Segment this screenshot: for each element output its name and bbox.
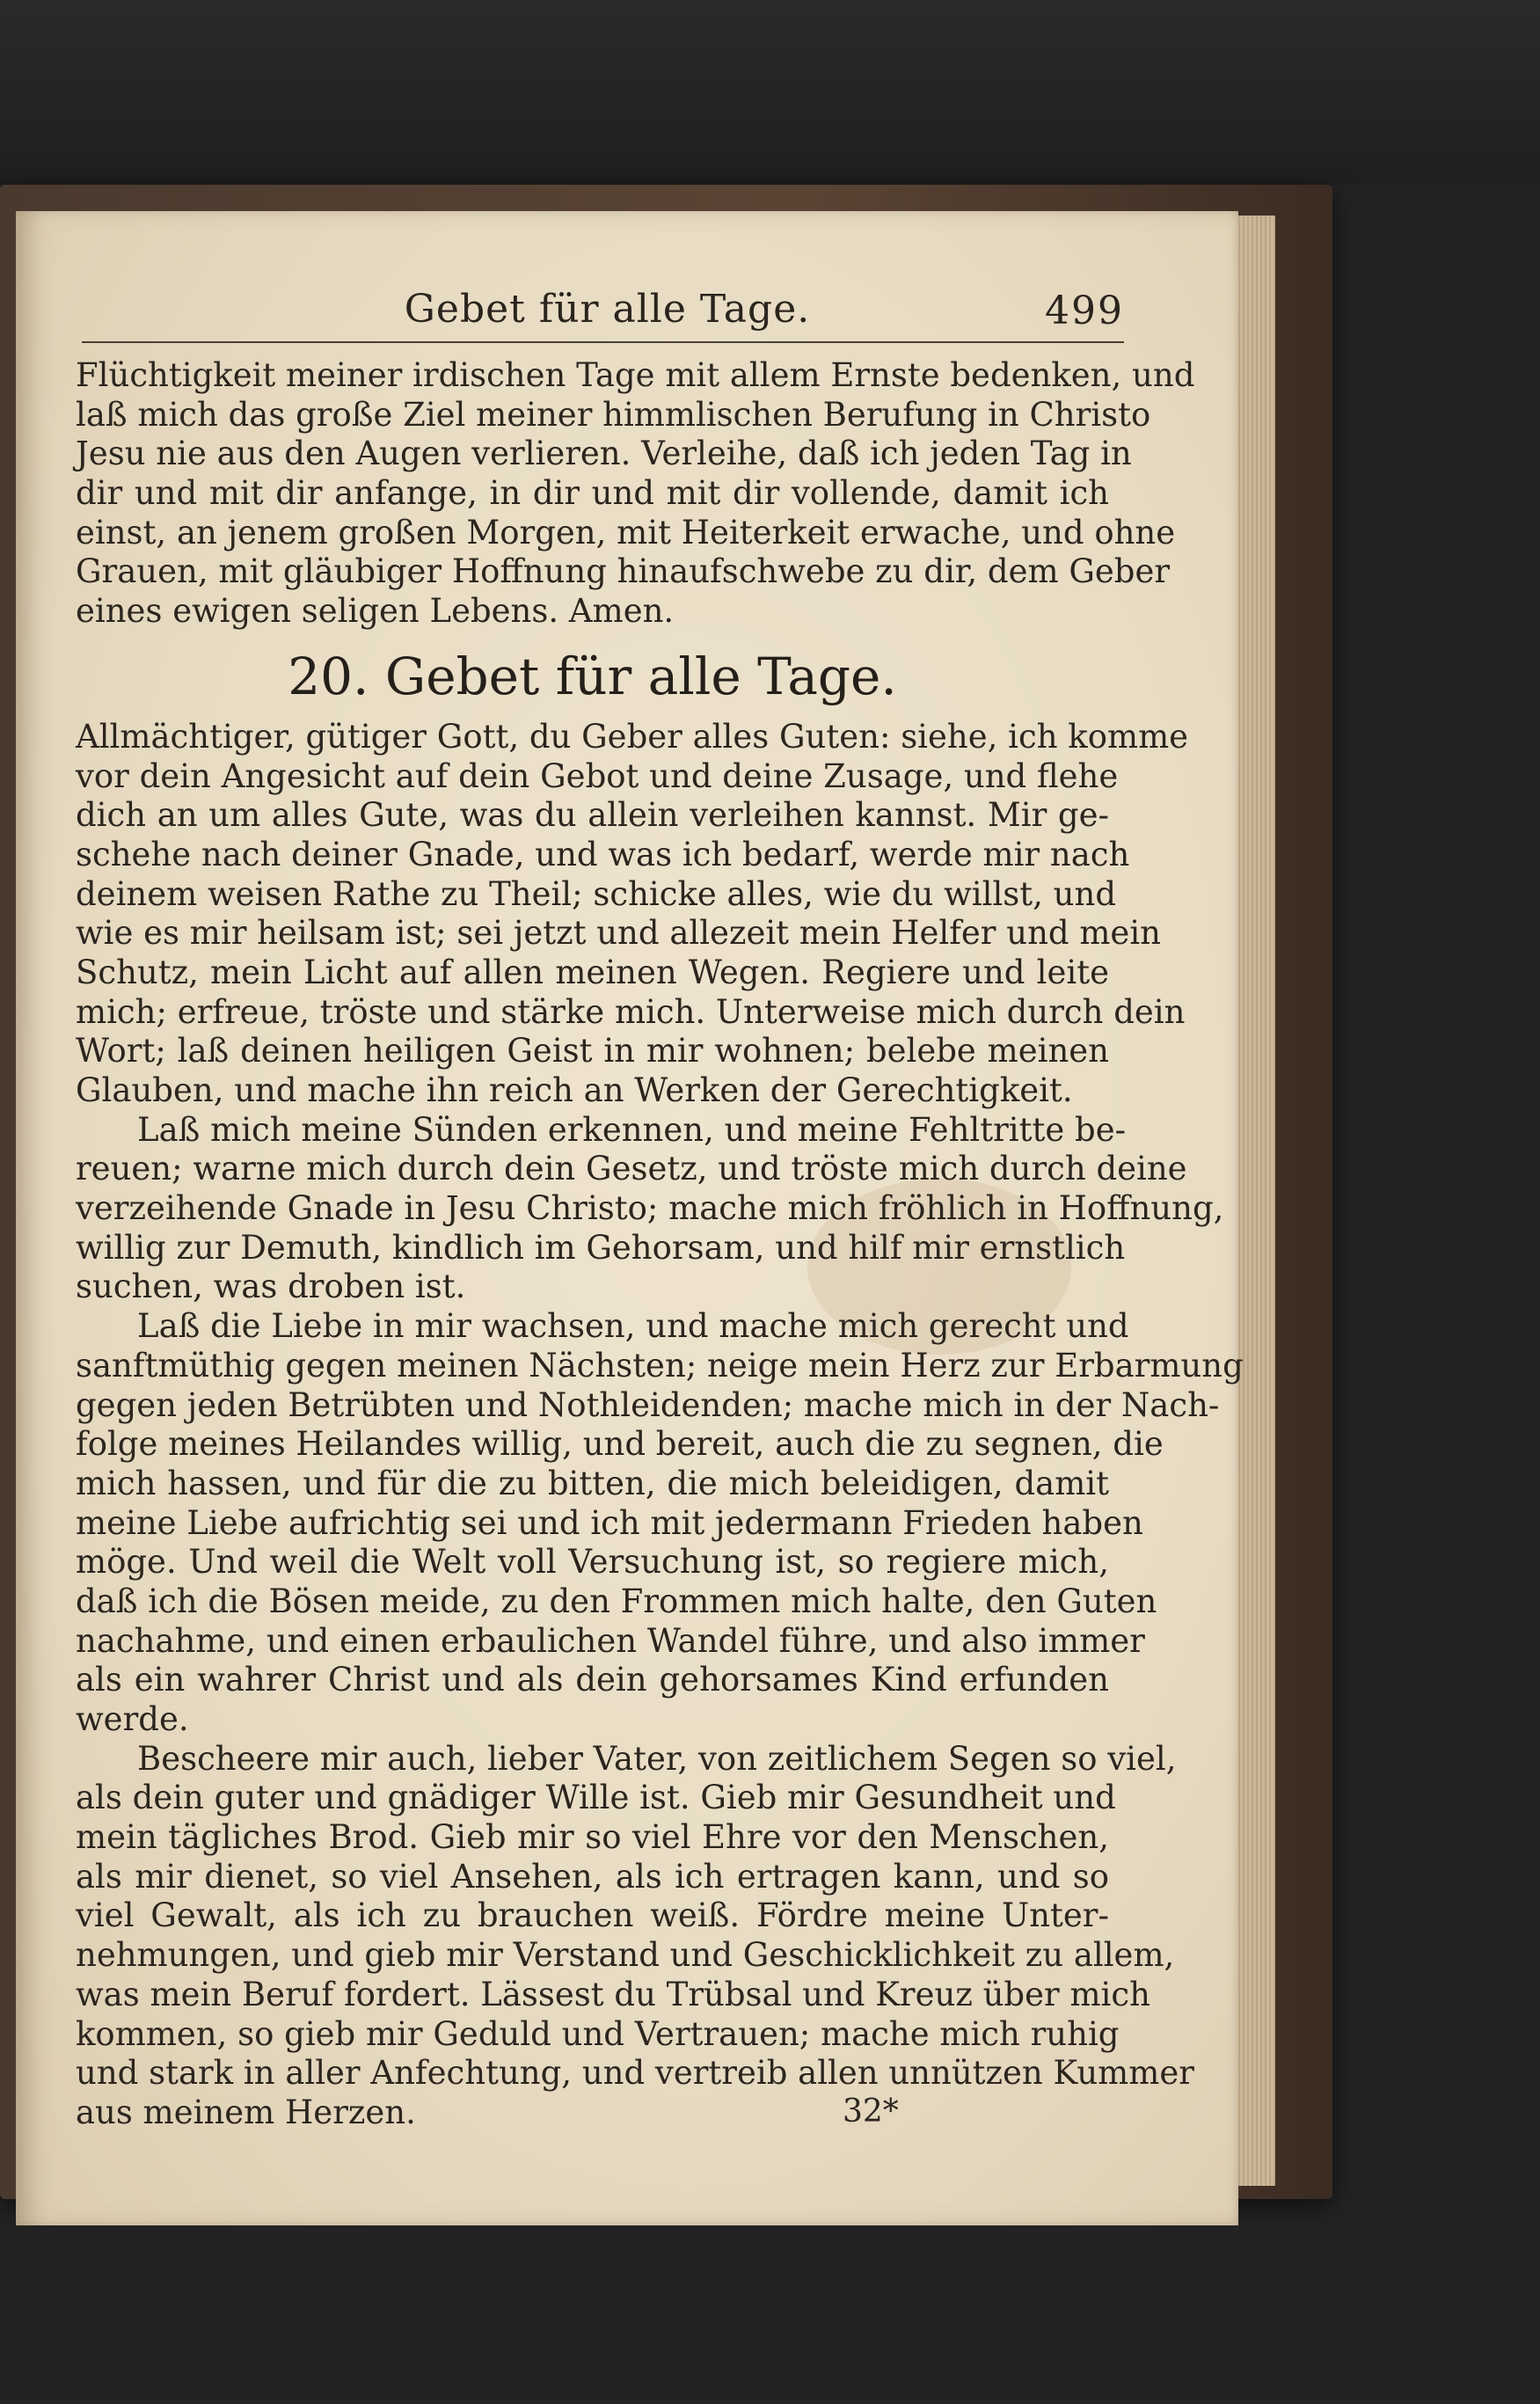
text-line: Allmächtiger, gütiger Gott, du Geber alles Guten: siehe, ich komme [76,717,1189,756]
text-line: Wort; laß deinen heiligen Geist in mir wohnen; belebe meinen [76,1032,1109,1070]
running-head [91,287,1124,348]
text-line: nehmungen, und gieb mir Verstand und Geschicklichkeit zu allem, [76,1936,1175,1975]
text-line: möge. Und weil die Welt voll Versuchung ist, so regiere mich, [76,1543,1109,1582]
header-rule [82,341,1124,343]
text-line: dir und mit dir anfange, in dir und mit dir vollende, damit ich [76,474,1109,513]
text-line: willig zur Demuth, kindlich im Gehorsam, und hilf mir ernstlich [76,1228,1126,1267]
text-line: deinem weisen Rathe zu Theil; schicke alles, wie du willst, und [76,874,1117,913]
text-line: wie es mir heilsam ist; sei jetzt und allezeit mein Helfer und mein [76,914,1161,953]
text-line: einst, an jenem großen Morgen, mit Heiterkeit erwache, und ohne [76,513,1176,552]
text-line: dich an um alles Gute, was du allein verleihen kannst. Mir ge- [76,796,1109,835]
text-line: vor dein Angesicht auf dein Gebot und deine Zusage, und flehe [76,756,1119,795]
background [0,0,1540,185]
text-line: verzeihende Gnade in Jesu Christo; mache mich fröhlich in Hoffnung, [76,1189,1224,1228]
text-line: mein tägliches Brod. Gieb mir so viel Ehre vor den Menschen, [76,1818,1109,1857]
text-line: eines ewigen seligen Lebens. Amen. [76,592,675,631]
text-line: Grauen, mit gläubiger Hoffnung hinaufschwebe zu dir, dem Geber [76,552,1171,591]
page-number: 499 [1045,289,1124,333]
paragraph-4 [76,1739,1194,2133]
text-line: werde. [76,1700,189,1738]
book-page [16,211,1244,2225]
text-line: viel Gewalt, als ich zu brauchen weiß. Fördre meine Unter- [76,1896,1109,1935]
text-line: Jesu nie aus den Augen verlieren. Verleihe, daß ich jeden Tag in [76,435,1132,473]
text-line: als dein guter und gnädiger Wille ist. Gieb mir Gesundheit und [76,1779,1116,1817]
text-line: Laß die Liebe in mir wachsen, und mache mich gerecht und [137,1307,1129,1346]
running-title: Gebet für alle Tage. [404,287,811,332]
text-line: Flüchtigkeit meiner irdischen Tage mit allem Ernste bedenken, und [76,356,1195,394]
paragraph-3 [76,1307,1244,1740]
text-line: daß ich die Bösen meide, zu den Frommen mich halte, den Guten [76,1582,1157,1620]
text-line: nachahme, und einen erbaulichen Wandel führe, und also immer [76,1621,1145,1660]
text-line: reuen; warne mich durch dein Gesetz, und tröste mich durch deine [76,1150,1187,1188]
text-line: als ein wahrer Christ und als dein gehorsames Kind erfunden [76,1661,1109,1699]
text-block [76,356,1244,2133]
text-line: Schutz, mein Licht auf allen meinen Wegen. Regiere und leite [76,953,1109,991]
text-line: sanftmüthig gegen meinen Nächsten; neige mein Herz zur Erbarmung [76,1346,1244,1385]
text-line: als mir dienet, so viel Ansehen, als ich ertragen kann, und so [76,1857,1109,1896]
text-line: laß mich das große Ziel meiner himmlischen Berufung in Christo [76,395,1151,434]
text-line: schehe nach deiner Gnade, und was ich bedarf, werde mir nach [76,835,1130,873]
text-line: Bescheere mir auch, lieber Vater, von zeitlichem Segen so viel, [137,1739,1177,1778]
text-line: aus meinem Herzen. [76,2093,416,2131]
text-line: mich hassen, und für die zu bitten, die mich beleidigen, damit [76,1464,1109,1502]
text-line: mich; erfreue, tröste und stärke mich. Unterweise mich durch dein [76,992,1186,1031]
paragraph-1 [76,717,1189,1111]
text-line: kommen, so gieb mir Geduld und Vertrauen; mache mich ruhig [76,2014,1120,2053]
text-line: Laß mich meine Sünden erkennen, und meine Fehltritte be- [137,1110,1127,1149]
signature-mark: 32* [843,2093,899,2130]
text-line: folge meines Heilandes willig, und bereit, auch die zu segnen, die [76,1425,1164,1464]
text-line: gegen jeden Betrübten und Nothleidenden; mache mich in der Nach- [76,1385,1220,1424]
text-line: und stark in aller Anfechtung, und vertreib allen unnützen Kummer [76,2054,1194,2093]
paragraph-2 [76,1110,1224,1307]
paragraph-continued [76,356,1195,632]
section-heading: 20. Gebet für alle Tage. [288,646,897,706]
text-line: was mein Beruf fordert. Lässest du Trübsal und Kreuz über mich [76,1975,1150,2013]
text-line: suchen, was droben ist. [76,1268,466,1306]
text-line: meine Liebe aufrichtig sei und ich mit jedermann Frieden haben [76,1503,1143,1542]
text-line: Glauben, und mache ihn reich an Werken der Gerechtigkeit. [76,1071,1073,1109]
